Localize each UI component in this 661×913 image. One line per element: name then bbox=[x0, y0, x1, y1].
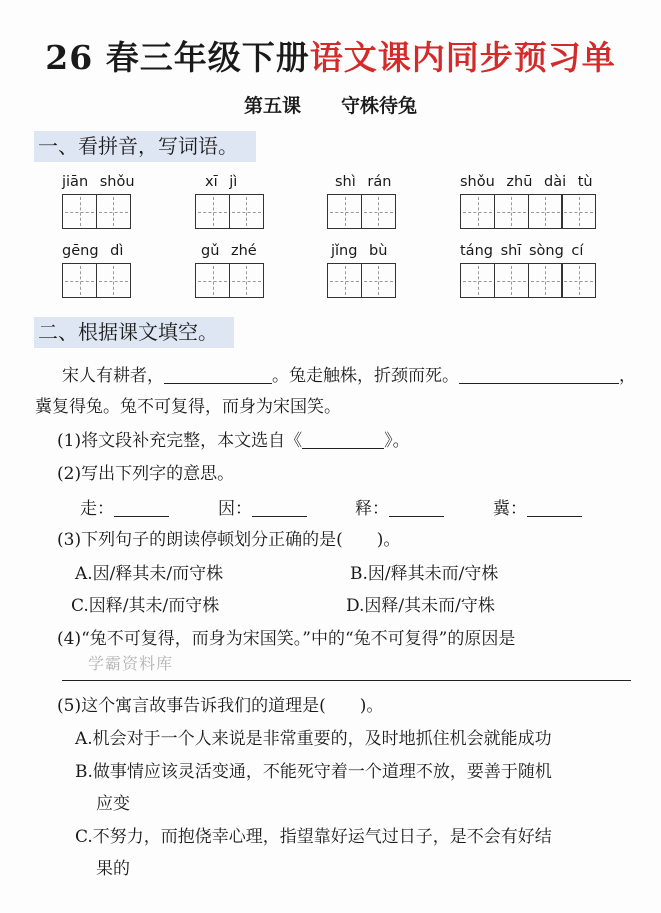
pinyin-label: jǐng bù bbox=[331, 243, 388, 259]
question-3: (3)下列句子的朗读停顿划分正确的是( )。 bbox=[57, 530, 401, 550]
option-d[interactable]: D.因释/其未而/守株 bbox=[346, 596, 495, 616]
writing-grid[interactable] bbox=[327, 263, 395, 298]
writing-grid[interactable] bbox=[195, 194, 263, 229]
option-b[interactable]: B.做事情应该灵活变通，不能死守着一个道理不放，要善于随机 bbox=[75, 762, 552, 782]
char-meaning-item: 释： bbox=[355, 497, 444, 521]
pinyin-label: gǔ zhé bbox=[201, 243, 257, 259]
writing-grid[interactable] bbox=[460, 263, 595, 298]
pinyin-word bbox=[195, 242, 263, 298]
pinyin-word bbox=[460, 173, 595, 229]
writing-grid[interactable] bbox=[62, 263, 130, 298]
option-c[interactable]: C.不努力，而抱侥幸心理，指望靠好运气过日子，是不会有好结 bbox=[75, 827, 552, 847]
pinyin-word bbox=[62, 173, 135, 229]
passage-line-1: 宋人有耕者， 。兔走触株，折颈而死。 ， bbox=[62, 366, 636, 386]
pinyin-word bbox=[327, 173, 395, 229]
writing-grid[interactable] bbox=[62, 194, 135, 229]
question-2: (2)写出下列字的意思。 bbox=[57, 464, 235, 484]
answer-line[interactable] bbox=[62, 680, 631, 681]
pinyin-word bbox=[460, 242, 595, 298]
meaning-blank[interactable] bbox=[252, 497, 307, 517]
watermark-text: 学霸资料库 bbox=[88, 654, 174, 673]
char-meaning-item: 因： bbox=[218, 497, 307, 521]
pinyin-label: shì rán bbox=[335, 174, 392, 190]
meaning-blank[interactable] bbox=[114, 497, 169, 517]
section-1-heading: 一、看拼音，写词语。 bbox=[34, 131, 256, 162]
writing-grid[interactable] bbox=[327, 194, 395, 229]
pinyin-label: shǒu zhū dài tù bbox=[460, 174, 593, 190]
meaning-blank[interactable] bbox=[389, 497, 444, 517]
book-title-blank[interactable] bbox=[302, 429, 384, 449]
meaning-blank[interactable] bbox=[527, 497, 582, 517]
title-grade: 26 春三年级下册 bbox=[45, 38, 310, 77]
option-c[interactable]: C.因释/其未/而守株 bbox=[71, 596, 220, 616]
option-b[interactable]: B.因/释其未而/守株 bbox=[350, 564, 499, 584]
pinyin-label: gēng dì bbox=[62, 243, 124, 259]
pinyin-label: táng shī sòng cí bbox=[460, 243, 584, 259]
page-title bbox=[0, 34, 661, 82]
title-subject: 语文课内同步预习单 bbox=[309, 38, 616, 77]
pinyin-word bbox=[62, 242, 130, 298]
passage-blank-1[interactable] bbox=[164, 364, 272, 384]
passage-line-2: 冀复得兔。兔不可复得，而身为宋国笑。 bbox=[35, 397, 341, 417]
question-5: (5)这个寓言故事告诉我们的道理是( )。 bbox=[57, 696, 384, 716]
lesson-number: 第五课 bbox=[243, 95, 301, 117]
writing-grid[interactable] bbox=[460, 194, 595, 229]
pinyin-word bbox=[195, 173, 263, 229]
lesson-heading bbox=[0, 93, 661, 119]
passage-blank-2[interactable] bbox=[459, 364, 619, 384]
pinyin-label: jiān shǒu bbox=[62, 174, 135, 190]
option-a[interactable]: A.机会对于一个人来说是非常重要的，及时地抓住机会就能成功 bbox=[75, 729, 552, 749]
lesson-name: 守株待兔 bbox=[341, 95, 418, 117]
question-1: (1)将文段补充完整，本文选自《 》。 bbox=[57, 431, 410, 451]
section-2-heading: 二、根据课文填空。 bbox=[34, 317, 234, 348]
option-c-continued: 果的 bbox=[96, 859, 130, 879]
char-meaning-item: 冀： bbox=[493, 497, 582, 521]
char-meaning-item: 走： bbox=[80, 497, 169, 521]
option-a[interactable]: A.因/释其未/而守株 bbox=[75, 564, 224, 584]
question-4: (4)“兔不可复得，而身为宋国笑。”中的“兔不可复得”的原因是 bbox=[57, 629, 516, 649]
writing-grid[interactable] bbox=[195, 263, 263, 298]
option-b-continued: 应变 bbox=[96, 794, 130, 814]
pinyin-word bbox=[327, 242, 395, 298]
pinyin-label: xī jì bbox=[205, 174, 238, 190]
